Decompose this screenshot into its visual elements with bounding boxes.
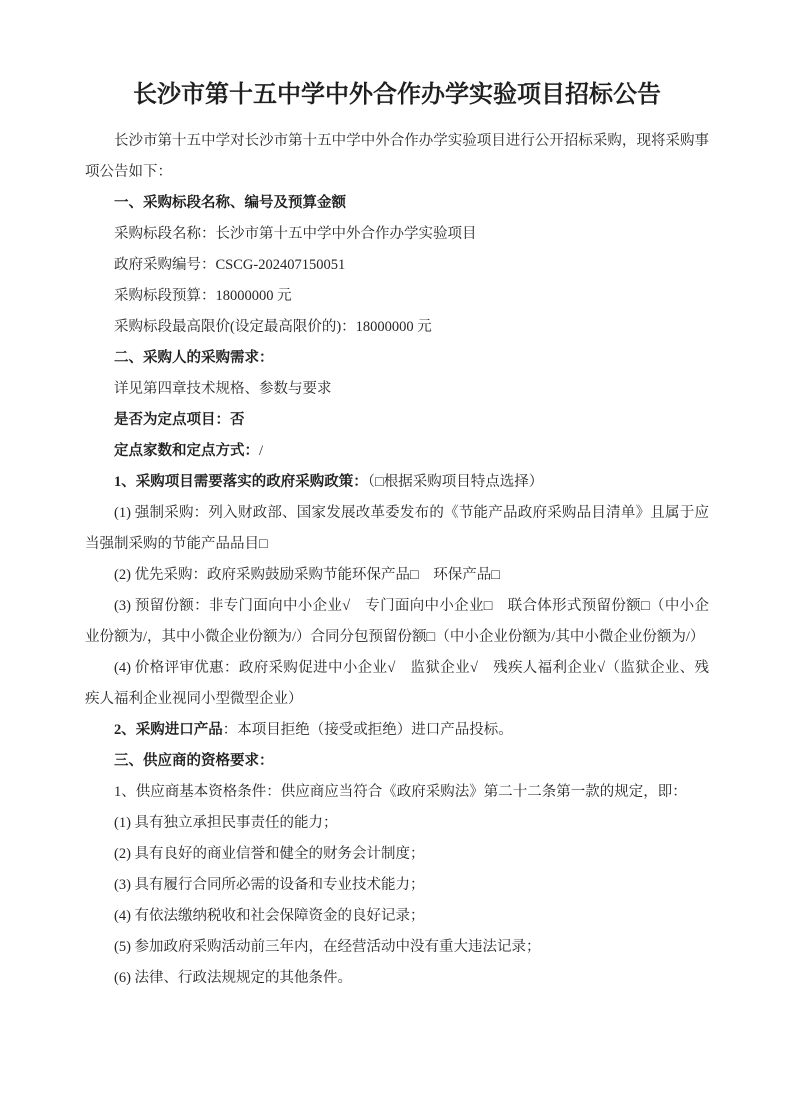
paragraph bbox=[85, 436, 709, 467]
text-run: （□根据采购项目特点选择） bbox=[367, 474, 544, 490]
paragraph bbox=[85, 312, 709, 343]
text-run: 长沙市第十五中学对长沙市第十五中学中外合作办学实验项目进行公开招标采购，现将采购事项公告如下： bbox=[85, 133, 709, 180]
paragraph bbox=[85, 374, 709, 405]
text-run: (2) 具有良好的商业信誉和健全的财务会计制度； bbox=[114, 846, 425, 862]
text-run: / bbox=[259, 443, 264, 459]
text-run: 采购标段最高限价(设定最高限价的)：18000000 元 bbox=[114, 319, 432, 335]
text-run: 三、供应商的资格要求： bbox=[114, 753, 274, 769]
text-run: ：本项目拒绝（接受或拒绝）进口产品投标。 bbox=[222, 722, 513, 738]
paragraph bbox=[85, 932, 709, 963]
text-run: (2) 优先采购：政府采购鼓励采购节能环保产品□ 环保产品□ bbox=[114, 567, 501, 583]
paragraph bbox=[85, 281, 709, 312]
paragraph bbox=[85, 591, 709, 653]
text-run: 政府采购编号：CSCG-202407150051 bbox=[114, 257, 346, 273]
text-run: (3) 具有履行合同所必需的设备和专业技术能力； bbox=[114, 877, 425, 893]
text-run: 详见第四章技术规格、参数与要求 bbox=[114, 381, 332, 397]
paragraph bbox=[85, 188, 709, 219]
paragraph bbox=[85, 343, 709, 374]
paragraph bbox=[85, 839, 709, 870]
document-body bbox=[85, 126, 709, 994]
text-run: (1) 具有独立承担民事责任的能力； bbox=[114, 815, 338, 831]
text-run: 一、采购标段名称、编号及预算金额 bbox=[114, 195, 346, 211]
document-content bbox=[85, 80, 709, 994]
text-run: 采购标段名称：长沙市第十五中学中外合作办学实验项目 bbox=[114, 226, 477, 242]
text-run: 1、采购项目需要落实的政府采购政策： bbox=[114, 474, 368, 490]
text-run: 定点家数和定点方式： bbox=[114, 443, 259, 459]
paragraph bbox=[85, 870, 709, 901]
text-run: (3) 预留份额：非专门面向中小企业√ 专门面向中小企业□ 联合体形式预留份额□（中小企业份额为/，其中小微企业份额为/）合同分包预留份额□（中小企业份额为/其中小微企业份额为/） bbox=[85, 598, 709, 645]
text-run: (1) 强制采购：列入财政部、国家发展改革委发布的《节能产品政府采购品目清单》且属于应当强制采购的节能产品品目□ bbox=[85, 505, 709, 552]
text-run: 1、供应商基本资格条件：供应商应当符合《政府采购法》第二十二条第一款的规定，即： bbox=[114, 784, 687, 800]
paragraph bbox=[85, 467, 709, 498]
text-run: 2、采购进口产品 bbox=[114, 722, 223, 738]
paragraph bbox=[85, 808, 709, 839]
paragraph bbox=[85, 560, 709, 591]
text-run: (4) 价格评审优惠：政府采购促进中小企业√ 监狱企业√ 残疾人福利企业√（监狱企业、残疾人福利企业视同小型微型企业） bbox=[85, 660, 709, 707]
paragraph bbox=[85, 777, 709, 808]
text-run: (6) 法律、行政法规规定的其他条件。 bbox=[114, 970, 353, 986]
paragraph bbox=[85, 250, 709, 281]
paragraph bbox=[85, 653, 709, 715]
text-run: 采购标段预算：18000000 元 bbox=[114, 288, 292, 304]
paragraph bbox=[85, 405, 709, 436]
paragraph bbox=[85, 901, 709, 932]
paragraph bbox=[85, 715, 709, 746]
paragraph bbox=[85, 219, 709, 250]
paragraph bbox=[85, 498, 709, 560]
text-run: (5) 参加政府采购活动前三年内，在经营活动中没有重大违法记录； bbox=[114, 939, 541, 955]
document-title: 长沙市第十五中学中外合作办学实验项目招标公告 bbox=[133, 82, 661, 108]
paragraph bbox=[85, 126, 709, 188]
text-run: 是否为定点项目：否 bbox=[114, 412, 245, 428]
text-run: 二、采购人的采购需求： bbox=[114, 350, 274, 366]
paragraph bbox=[85, 746, 709, 777]
text-run: (4) 有依法缴纳税收和社会保障资金的良好记录； bbox=[114, 908, 425, 924]
paragraph bbox=[85, 963, 709, 994]
